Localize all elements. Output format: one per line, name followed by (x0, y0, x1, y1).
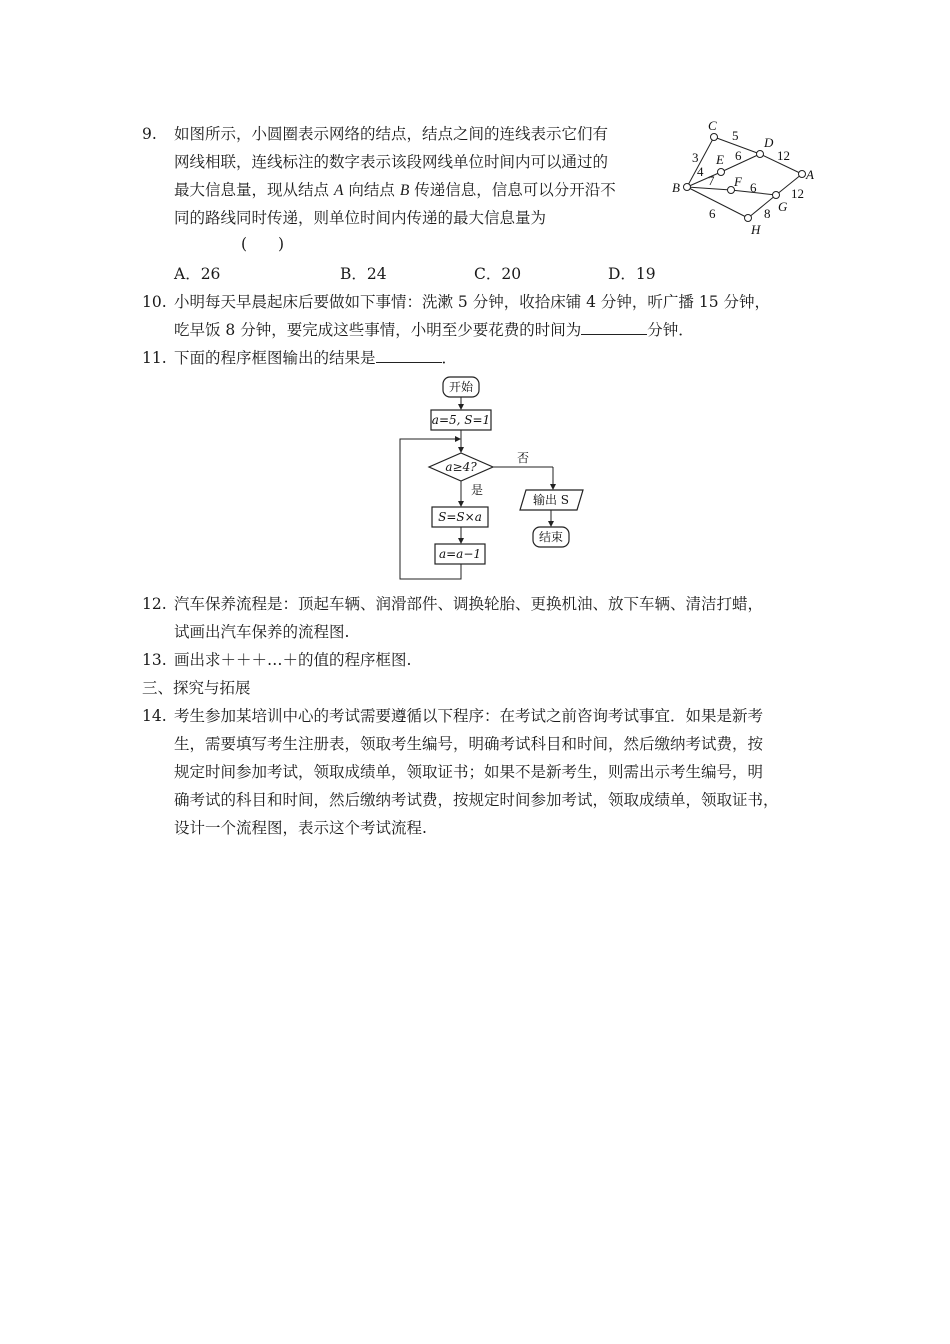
node-d (757, 151, 764, 158)
node-e (718, 169, 725, 176)
network-graph (660, 112, 830, 242)
flow-start-label: 开始 (448, 380, 474, 394)
q9-option-d: D．19 (608, 265, 656, 283)
label-b: B (672, 180, 680, 195)
flow-condition-label: a≥4? (445, 460, 477, 474)
label-a: A (806, 167, 814, 182)
node-a (799, 171, 806, 178)
label-c: C (708, 118, 717, 133)
weight-h-g: 8 (764, 206, 771, 221)
q12-line-2: 试画出汽车保养的流程图. (174, 623, 350, 641)
q12-number: 12. (142, 595, 167, 613)
q9-line-3: 最大信息量，现从结点 A 向结点 B 传递信息，信息可以分开沿不 (174, 181, 616, 199)
q13-number: 13. (142, 651, 167, 669)
weight-b-h: 6 (709, 206, 716, 221)
program-flowchart (395, 372, 595, 584)
flow-init-label: a=5, S=1 (431, 413, 491, 427)
q14-line-1: 考生参加某培训中心的考试需要遵循以下程序：在考试之前咨询考试事宜．如果是新考 (174, 707, 764, 725)
node-g (773, 192, 780, 199)
label-d: D (764, 135, 774, 150)
q14-line-4: 确考试的科目和时间，然后缴纳考试费，按规定时间参加考试，领取成绩单，领取证书， (174, 791, 779, 809)
q11-text: 下面的程序框图输出的结果是 ． (174, 349, 458, 367)
section-heading: 三、探究与拓展 (142, 679, 251, 697)
q14-line-3: 规定时间参加考试，领取成绩单，领取证书；如果不是新考生，则需出示考生编号，明 (174, 763, 764, 781)
edge-b-e (687, 172, 721, 187)
edge-h-g (748, 195, 776, 218)
q14-line-2: 生，需要填写考生注册表，领取考生编号，明确考试科目和时间，然后缴纳考试费，按 (174, 735, 764, 753)
label-g: G (778, 199, 788, 214)
weight-c-b: 3 (692, 150, 699, 165)
label-e: E (716, 152, 724, 167)
flow-end-label: 结束 (538, 530, 564, 544)
flow-yes-label: 是 (471, 483, 484, 497)
q12-line-1: 汽车保养流程是：顶起车辆、润滑部件、调换轮胎、更换机油、放下车辆、清洁打蜡， (174, 595, 764, 613)
q10-line-1: 小明每天早晨起床后要做如下事情：洗漱 5 分钟，收拾床铺 4 分钟，听广播 15 分钟， (174, 293, 771, 311)
node-h (745, 215, 752, 222)
flow-output-label: 输出 S (532, 493, 570, 507)
weight-b-e: 4 (697, 164, 704, 179)
q14-line-5: 设计一个流程图，表示这个考试流程. (174, 819, 427, 837)
node-c (711, 134, 718, 141)
label-h: H (751, 222, 761, 237)
q9-option-b: B．24 (340, 265, 387, 283)
node-b (684, 184, 691, 191)
graph-node-labels (672, 118, 814, 237)
q9-option-a: A．26 (174, 265, 221, 283)
weight-c-d: 5 (732, 128, 739, 143)
q9-line-2: 网线相联，连线标注的数字表示该段网线单位时间内可以通过的 (174, 153, 609, 171)
flow-no-label: 否 (516, 451, 530, 465)
q13-text: 画出求＋＋＋…＋的值的程序框图. (174, 651, 412, 669)
flow-decrement-label: a=a−1 (438, 547, 482, 561)
weight-b-f: 7 (708, 173, 715, 188)
weight-d-a: 12 (777, 148, 790, 163)
weight-e-d: 6 (735, 148, 742, 163)
q9-answer-paren: ( ) (241, 235, 285, 253)
q14-number: 14. (142, 707, 167, 725)
q9-option-c: C．20 (474, 265, 522, 283)
edge-b-h (687, 187, 748, 218)
q9-line-1: 如图所示，小圆圈表示网络的结点，结点之间的连线表示它们有 (174, 125, 609, 143)
weight-f-g: 6 (750, 180, 757, 195)
q9-line-4: 同的路线同时传递，则单位时间内传递的最大信息量为 (174, 209, 547, 227)
q10-answer-blank[interactable] (581, 320, 647, 335)
weight-g-a: 12 (791, 186, 804, 201)
q10-line-2: 吃早饭 8 分钟，要完成这些事情，小明至少要花费的时间为 分钟． (174, 321, 694, 339)
q11-answer-blank[interactable] (376, 348, 442, 363)
q11-number: 11. (142, 349, 167, 367)
q9-number: 9. (142, 125, 157, 143)
label-f: F (734, 174, 742, 189)
q10-number: 10. (142, 293, 167, 311)
flow-multiply-label: S=S×a (438, 510, 482, 524)
